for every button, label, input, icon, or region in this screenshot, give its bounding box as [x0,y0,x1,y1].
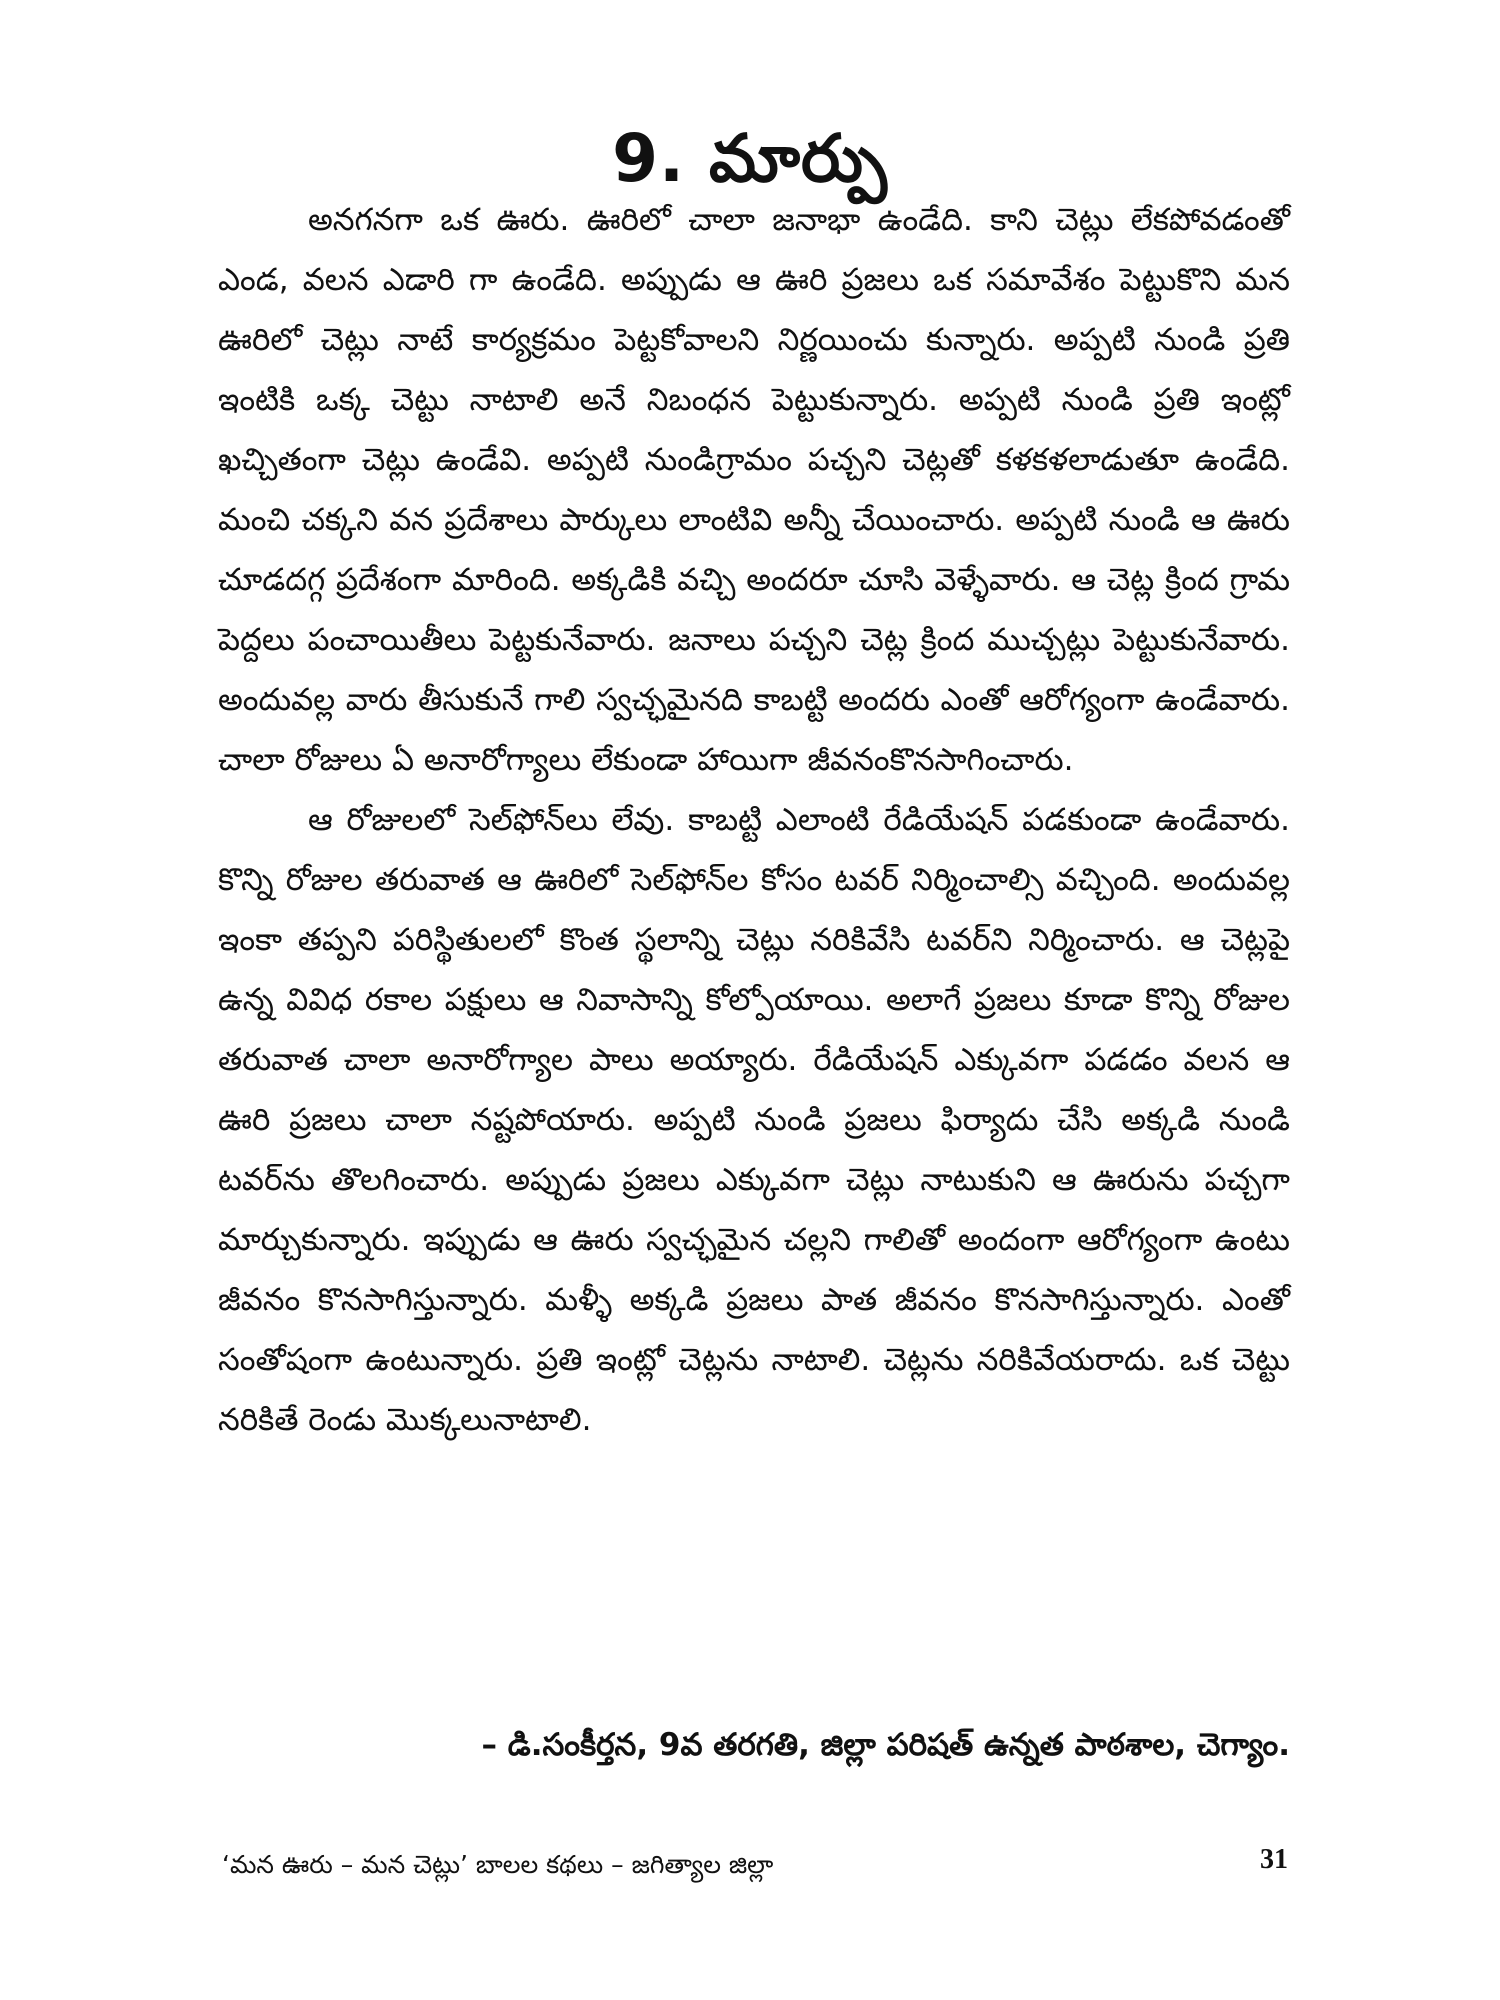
author-signature: – డి.సంకీర్తన, 9వ తరగతి, జిల్లా పరిషత్ ఉన్నత పాఠశాల, చెగ్యాం. [481,1727,1290,1763]
footer-book-title: ‘మన ఊరు – మన చెట్లు’ బాలల కథలు – జగిత్యాల జిల్లా [222,1850,774,1879]
paragraph-1: అనగనగా ఒక ఊరు. ఊరిలో చాలా జనాభా ఉండేది. కాని చెట్లు లేకపోవడంతో ఎండ, వలన ఎడారి గా ఉండేది. అప్పుడు ఆ ఊరి ప్రజలు ఒక సమావేశం పెట్టుకొని మన ఊరిలో చెట్లు నాటే కార్యక్రమం పెట్టకోవాలని నిర్ణయించు కున్నారు. అప్పటి నుండి ప్రతి ఇంటికి ఒక్క చెట్టు నాటాలి అనే నిబంధన పెట్టుకున్నారు. అప్పటి నుండి ప్రతి ఇంట్లో ఖచ్చితంగా చెట్లు ఉండేవి. అప్పటి నుండిగ్రామం పచ్చని చెట్లతో కళకళలాడుతూ ఉండేది. మంచి చక్కని వన ప్రదేశాలు పార్కులు లాంటివి అన్నీ చేయించారు. అప్పటి నుండి ఆ ఊరు చూడదగ్గ ప్రదేశంగా మారింది. అక్కడికి వచ్చి అందరూ చూసి వెళ్ళేవారు. ఆ చెట్ల క్రింద గ్రామ పెద్దలు పంచాయితీలు పెట్టకునేవారు. జనాలు పచ్చని చెట్ల క్రింద ముచ్చట్లు పెట్టుకునేవారు. అందువల్ల వారు తీసుకునే గాలి స్వచ్ఛమైనది కాబట్టి అందరు ఎంతో ఆరోగ్యంగా ఉండేవారు. చాలా రోజులు ఏ అనారోగ్యాలు లేకుండా హాయిగా జీవనంకొనసాగించారు. [218,202,1290,778]
story-body [218,190,1290,1450]
story-title: 9. మార్పు [612,120,888,198]
page-number: 31 [1260,1844,1288,1875]
paragraph-2: ఆ రోజులలో సెల్‌ఫోన్‌లు లేవు. కాబట్టి ఎలాంటి రేడియేషన్ పడకుండా ఉండేవారు. కొన్ని రోజుల తరువాత ఆ ఊరిలో సెల్‌ఫోన్‌ల కోసం టవర్ నిర్మించాల్సి వచ్చింది. అందువల్ల ఇంకా తప్పని పరిస్థితులలో కొంత స్థలాన్ని చెట్లు నరికివేసి టవర్‌ని నిర్మించారు. ఆ చెట్లపై ఉన్న వివిధ రకాల పక్షులు ఆ నివాసాన్ని కోల్పోయాయి. అలాగే ప్రజలు కూడా కొన్ని రోజుల తరువాత చాలా అనారోగ్యాల పాలు అయ్యారు. రేడియేషన్ ఎక్కువగా పడడం వలన ఆ ఊరి ప్రజలు చాలా నష్టపోయారు. అప్పటి నుండి ప్రజలు ఫిర్యాదు చేసి అక్కడి నుండి టవర్‌ను తొలగించారు. అప్పుడు ప్రజలు ఎక్కువగా చెట్లు నాటుకుని ఆ ఊరును పచ్చగా మార్చుకున్నారు. ఇప్పుడు ఆ ఊరు స్వచ్ఛమైన చల్లని గాలితో అందంగా ఆరోగ్యంగా ఉంటు జీవనం కొనసాగిస్తున్నారు. మళ్ళీ అక్కడి ప్రజలు పాత జీవనం కొనసాగిస్తున్నారు. ఎంతో సంతోషంగా ఉంటున్నారు. ప్రతి ఇంట్లో చెట్లను నాటాలి. చెట్లను నరికివేయరాదు. ఒక చెట్టు నరికితే రెండు మొక్కలునాటాలి. [218,802,1290,1438]
